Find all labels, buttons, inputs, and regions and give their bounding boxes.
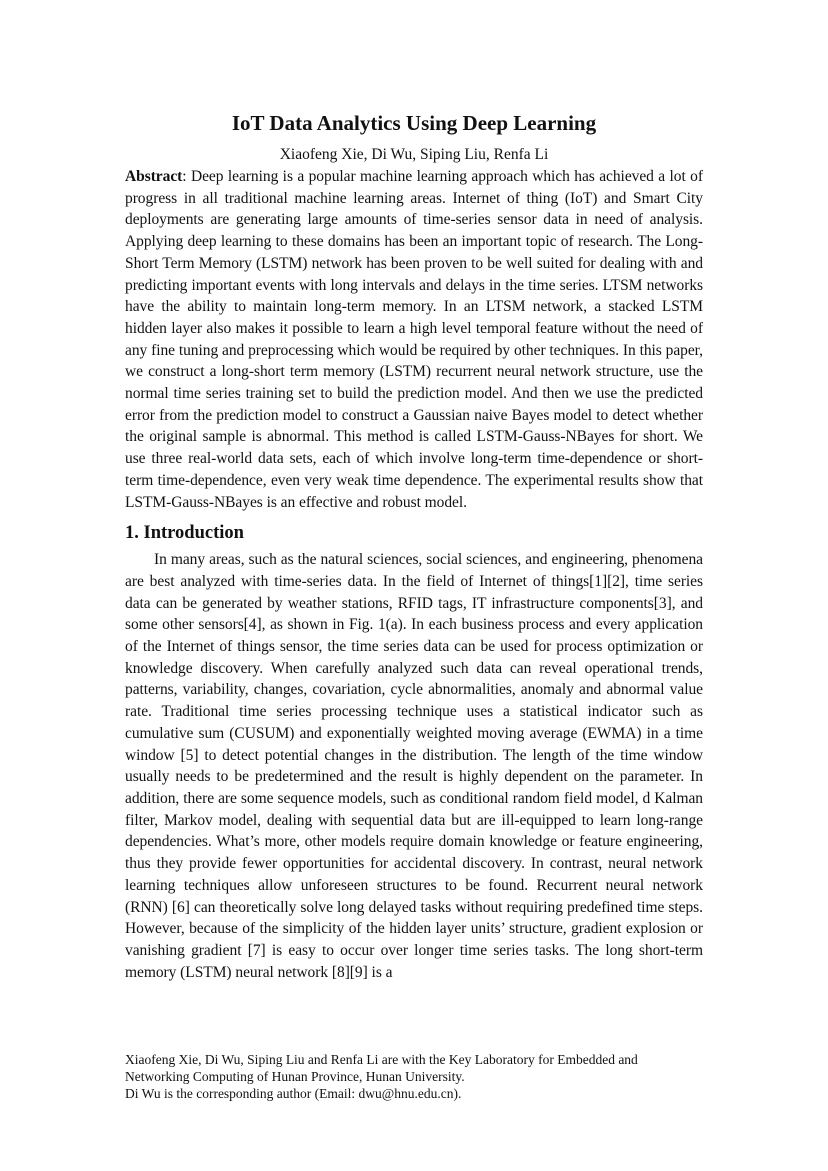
- footnote-line: Networking Computing of Hunan Province, Hunan University.: [125, 1069, 465, 1084]
- abstract-text: : Deep learning is a popular machine learning approach which has achieved a lot of progress in all traditional machine learning areas. Internet of thing (IoT) and Smart City deployments are generating large amounts of time-series sensor data in need of analysis. Applying deep learning to these domains has been an important topic of research. The Long-Short Term Memory (LSTM) network has been proven to be well suited for dealing with and predicting important events with long intervals and delays in the time series. LTSM networks have the ability to maintain long-term memory. In an LTSM network, a stacked LSTM hidden layer also makes it possible to learn a high level temporal feature without the need of any fine tuning and preprocessing which would be required by other techniques. In this paper, we construct a long-short term memory (LSTM) recurrent neural network structure, use the normal time series training set to build the prediction model. And then we use the predicted error from the prediction model to construct a Gaussian naive Bayes model to detect whether the original sample is abnormal. This method is called LSTM-Gauss-NBayes for short. We use three real-world data sets, each of which involve long-term time-dependence or short-term time-dependence, even very weak time dependence. The experimental results show that LSTM-Gauss-NBayes is an effective and robust model.: [125, 168, 703, 511]
- footnote-line: Xiaofeng Xie, Di Wu, Siping Liu and Renfa Li are with the Key Laboratory for Embedded and: [125, 1052, 638, 1067]
- abstract-paragraph: [125, 166, 703, 513]
- author-footnote: [125, 1051, 725, 1102]
- paper-page: [125, 108, 703, 983]
- paper-title: IoT Data Analytics Using Deep Learning: [231, 111, 597, 135]
- abstract-label: Abstract: [125, 168, 183, 185]
- author-list: Xiaofeng Xie, Di Wu, Siping Liu, Renfa Li: [279, 146, 549, 163]
- introduction-paragraph: In many areas, such as the natural sciences, social sciences, and engineering, phenomena are best analyzed with time-series data. In the field of Internet of things[1][2], time series data can be generated by weather stations, RFID tags, IT infrastructure components[3], and some other sensors[4], as shown in Fig. 1(a). In each business process and every application of the Internet of things sensor, the time series data can be used for process optimization or knowledge discovery. When carefully analyzed such data can reveal operational trends, patterns, variability, changes, covariation, cycle abnormalities, anomaly and abnormal value rate. Traditional time series processing technique uses a statistical indicator such as cumulative sum (CUSUM) and exponentially weighted moving average (EWMA) in a time window [5] to detect potential changes in the distribution. The length of the time window usually needs to be predetermined and the result is highly dependent on the parameter. In addition, there are some sequence models, such as conditional random field model, d Kalman filter, Markov model, dealing with sequential data but are ill-equipped to learn long-range dependencies. What’s more, other models require domain knowledge or feature engineering, thus they provide fewer opportunities for accidental discovery. In contrast, neural network learning techniques allow unforeseen structures to be found. Recurrent neural network (RNN) [6] can theoretically solve long delayed tasks without requiring predefined time steps. However, because of the simplicity of the hidden layer units’ structure, gradient explosion or vanishing gradient [7] is easy to occur over longer time series tasks. The long short-term memory (LSTM) neural network [8][9] is a: [125, 551, 703, 981]
- footnote-line: Di Wu is the corresponding author (Email: dwu@hnu.edu.cn).: [125, 1086, 462, 1101]
- section-heading-introduction: 1. Introduction: [125, 523, 244, 544]
